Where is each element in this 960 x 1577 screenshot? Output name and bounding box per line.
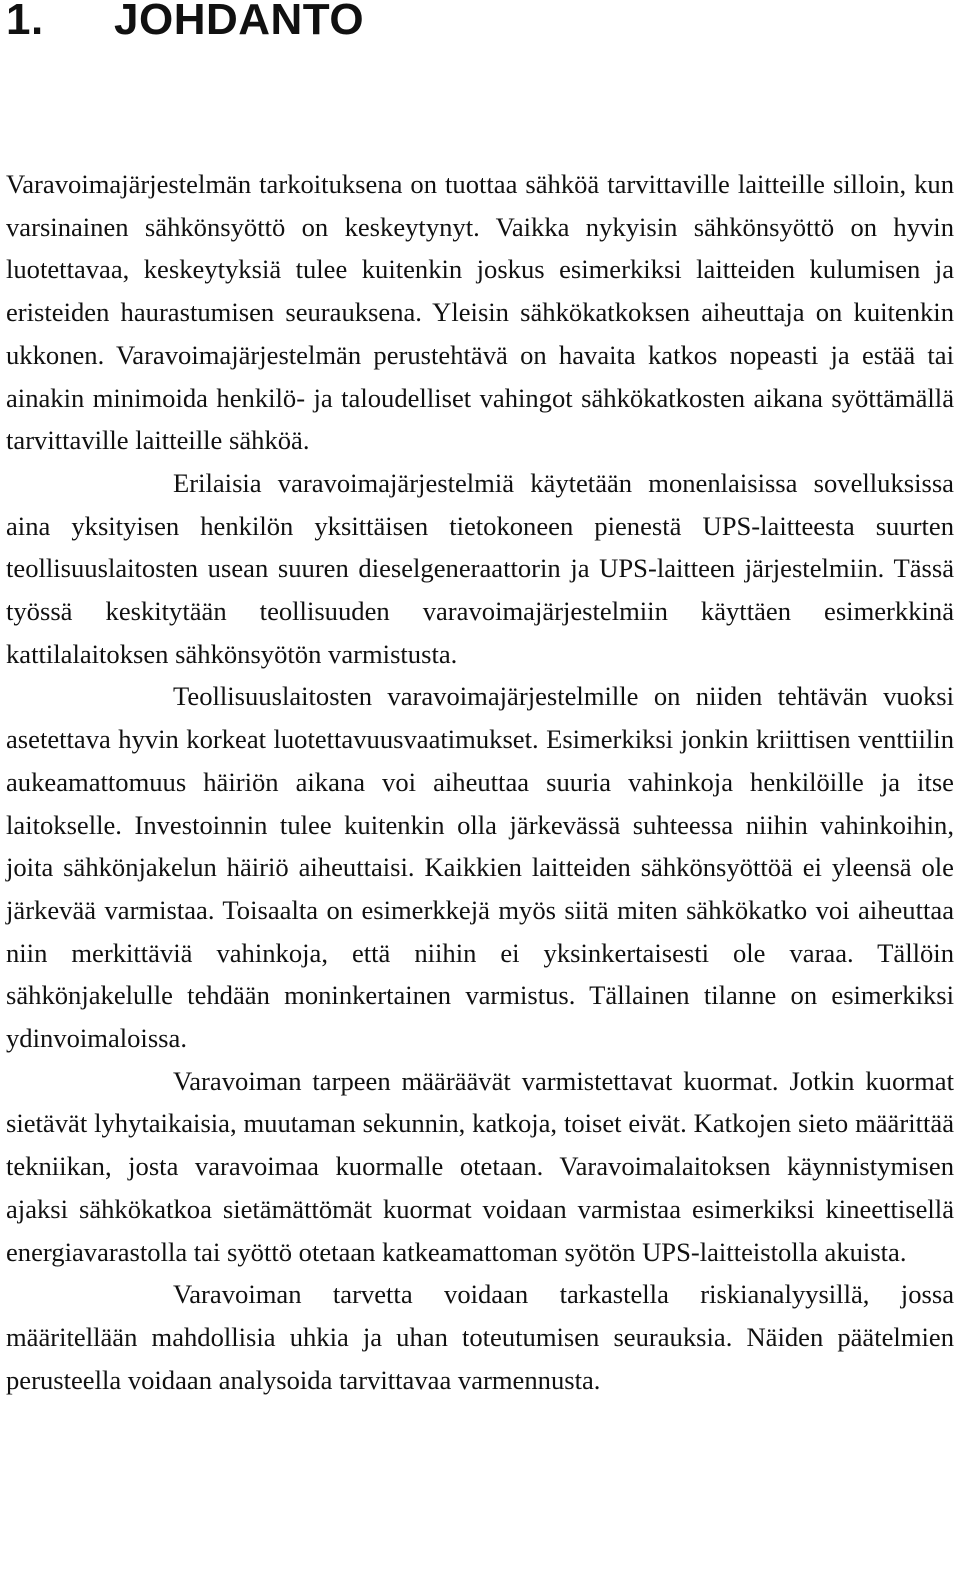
paragraph-loads: Varavoiman tarpeen määräävät varmistettavat kuormat. Jotkin kuormat sietävät lyhytaikaisia, muutaman sekunnin, katkoja, toiset eivät. Katkojen sieto määrittää tekniikan, josta varavoimaa kuormalle otetaan. Varavoimalaitoksen käynnistymisen ajaksi sähkökatkoa sietämättömät kuormat voidaan varmistaa esimerkiksi kineettisellä energiavarastolla tai syöttö otetaan katkeamattoman syötön UPS-laitteistolla akuista. <box>6 1065 954 1267</box>
chapter-number: 1. <box>6 0 44 44</box>
paragraph-risk-analysis: Varavoiman tarvetta voidaan tarkastella riskianalyysillä, jossa määritellään mahdollisia uhkia ja uhan toteutumisen seurauksia. Näiden päätelmien perusteella voidaan analysoida tarvittavaa varmennusta. <box>6 1279 954 1395</box>
chapter-heading <box>6 0 364 44</box>
paragraph-intro: Varavoimajärjestelmän tarkoituksena on tuottaa sähköä tarvittaville laitteille silloin, kun varsinainen sähkönsyöttö on keskeytynyt. Vaikka nykyisin sähkönsyöttö on hyvin luotettavaa, keskeytyksiä tulee kuitenkin joskus esimerkiksi laitteiden kulumisen ja eristeiden haurastumisen seurauksena. Yleisin sähkökatkoksen aiheuttaja on kuitenkin ukkonen. Varavoimajärjestelmän perustehtävä on havaita katkos nopeasti ja estää tai ainakin minimoida henkilö- ja taloudelliset vahingot sähkökatkosten aikana syöttämällä tarvittaville laitteille sähköä. <box>6 169 954 456</box>
chapter-title: JOHDANTO <box>114 0 365 44</box>
paragraph-reliability: Teollisuuslaitosten varavoimajärjestelmille on niiden tehtävän vuoksi asetettava hyvin korkeat luotettavuusvaatimukset. Esimerkiksi jonkin kriittisen venttiilin aukeamattomuus häiriön aikana voi aiheuttaa suuria vahinkoja henkilöille ja itse laitokselle. Investoinnin tulee kuitenkin olla järkevässä suhteessa niihin vahinkoihin, joita sähkönjakelun häiriö aiheuttaisi. Kaikkien laitteiden sähkönsyöttöä ei yleensä ole järkevää varmistaa. Toisaalta on esimerkkejä myös siitä miten sähkökatko voi aiheuttaa niin merkittäviä vahinkoja, että niihin ei yksinkertaisesti ole varaa. Tällöin sähkönjakelulle tehdään moninkertainen varmistus. Tällainen tilanne on esimerkiksi ydinvoimaloissa. <box>6 681 954 1054</box>
paragraph-systems: Erilaisia varavoimajärjestelmiä käytetään monenlaisissa sovelluksissa aina yksityisen henkilön yksittäisen tietokoneen pienestä UPS-laitteesta suurten teollisuuslaitosten usean suuren dieselgeneraattorin ja UPS-laitteen järjestelmiin. Tässä työssä keskitytään teollisuuden varavoimajärjestelmiin käyttäen esimerkkinä kattilalaitoksen sähkönsyötön varmistusta. <box>6 467 954 669</box>
chapter-body <box>6 163 954 1401</box>
